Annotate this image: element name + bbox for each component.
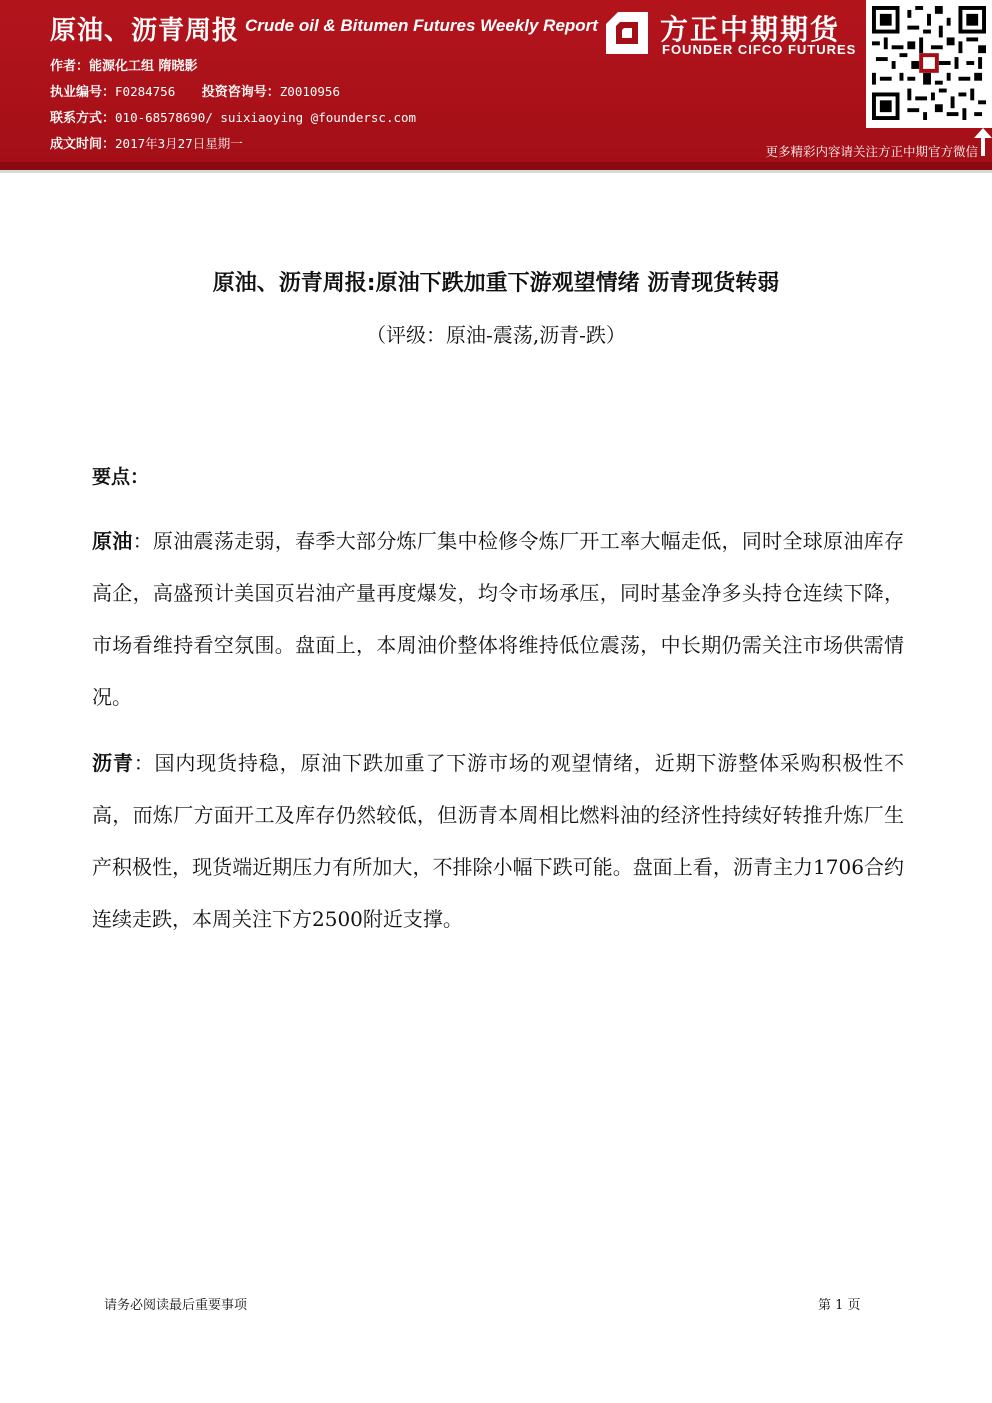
consult-label: 投资咨询号： (201, 85, 280, 100)
date-value: 2017年3月27日星期一 (115, 136, 243, 151)
company-logo (604, 8, 864, 58)
page-number: 第 1 页 (818, 1298, 861, 1313)
date-label: 成文时间： (50, 137, 116, 152)
key-points-heading: 要点： (92, 466, 150, 488)
asphalt-paragraph (92, 737, 904, 945)
consult-value: Z0010956 (279, 84, 340, 99)
asphalt-lead: 沥青 (92, 751, 134, 775)
report-title: 原油、沥青周报 (50, 16, 240, 46)
license-line (50, 81, 340, 100)
contact-line (50, 107, 416, 126)
license-label: 执业编号： (50, 85, 116, 100)
document-title: 原油、沥青周报:原油下跌加重下游观望情绪 沥青现货转弱 (212, 271, 780, 296)
asphalt-text: ：国内现货持稳，原油下跌加重了下游市场的观望情绪，近期下游整体采购积极性不高，而炼厂方面开工及库存仍然较低，但沥青本周相比燃料油的经济性持续好转推升炼厂生产积极性，现货端近期压力有所加大，不排除小幅下跌可能。盘面上看，沥青主力1706合约连续走跌，本周关注下方2500附近支撑。 (92, 751, 905, 931)
header-divider-light (0, 170, 992, 173)
footer-notice: 请务必阅读最后重要事项 (104, 1298, 248, 1313)
header-divider (0, 162, 992, 170)
author-line (50, 55, 198, 74)
crude-oil-lead: 原油 (92, 529, 133, 553)
crude-oil-text: ：原油震荡走弱，春季大部分炼厂集中检修令炼厂开工率大幅走低，同时全球原油库存高企，高盛预计美国页岩油产量再度爆发，均令市场承压，同时基金净多头持仓连续下降，市场看维持看空氛围。盘面上，本周油价整体将维持低位震荡，中长期仍需关注市场供需情况。 (92, 529, 905, 709)
author-value: 能源化工组 隋晓影 (89, 59, 198, 74)
author-label: 作者： (50, 59, 90, 74)
qr-code-icon (872, 6, 986, 120)
founder-logo-icon (604, 10, 650, 56)
contact-label: 联系方式： (50, 111, 116, 126)
document-rating: （评级：原油-震荡,沥青-跌） (366, 323, 626, 347)
qr-code (866, 0, 992, 128)
crude-oil-paragraph (92, 515, 904, 723)
logo-name-en: FOUNDER CIFCO FUTURES (662, 42, 857, 57)
wechat-notice: 更多精彩内容请关注方正中期官方微信 (765, 144, 978, 159)
report-subtitle: Crude oil & Bitumen Futures Weekly Report (245, 16, 598, 35)
contact-value[interactable]: 010-68578690/ suixiaoying @foundersc.com (115, 110, 417, 125)
logo-name-cn: 方正中期期货 (660, 13, 841, 46)
date-line (50, 133, 243, 152)
report-header (0, 0, 992, 162)
license-value: F0284756 (115, 84, 176, 99)
